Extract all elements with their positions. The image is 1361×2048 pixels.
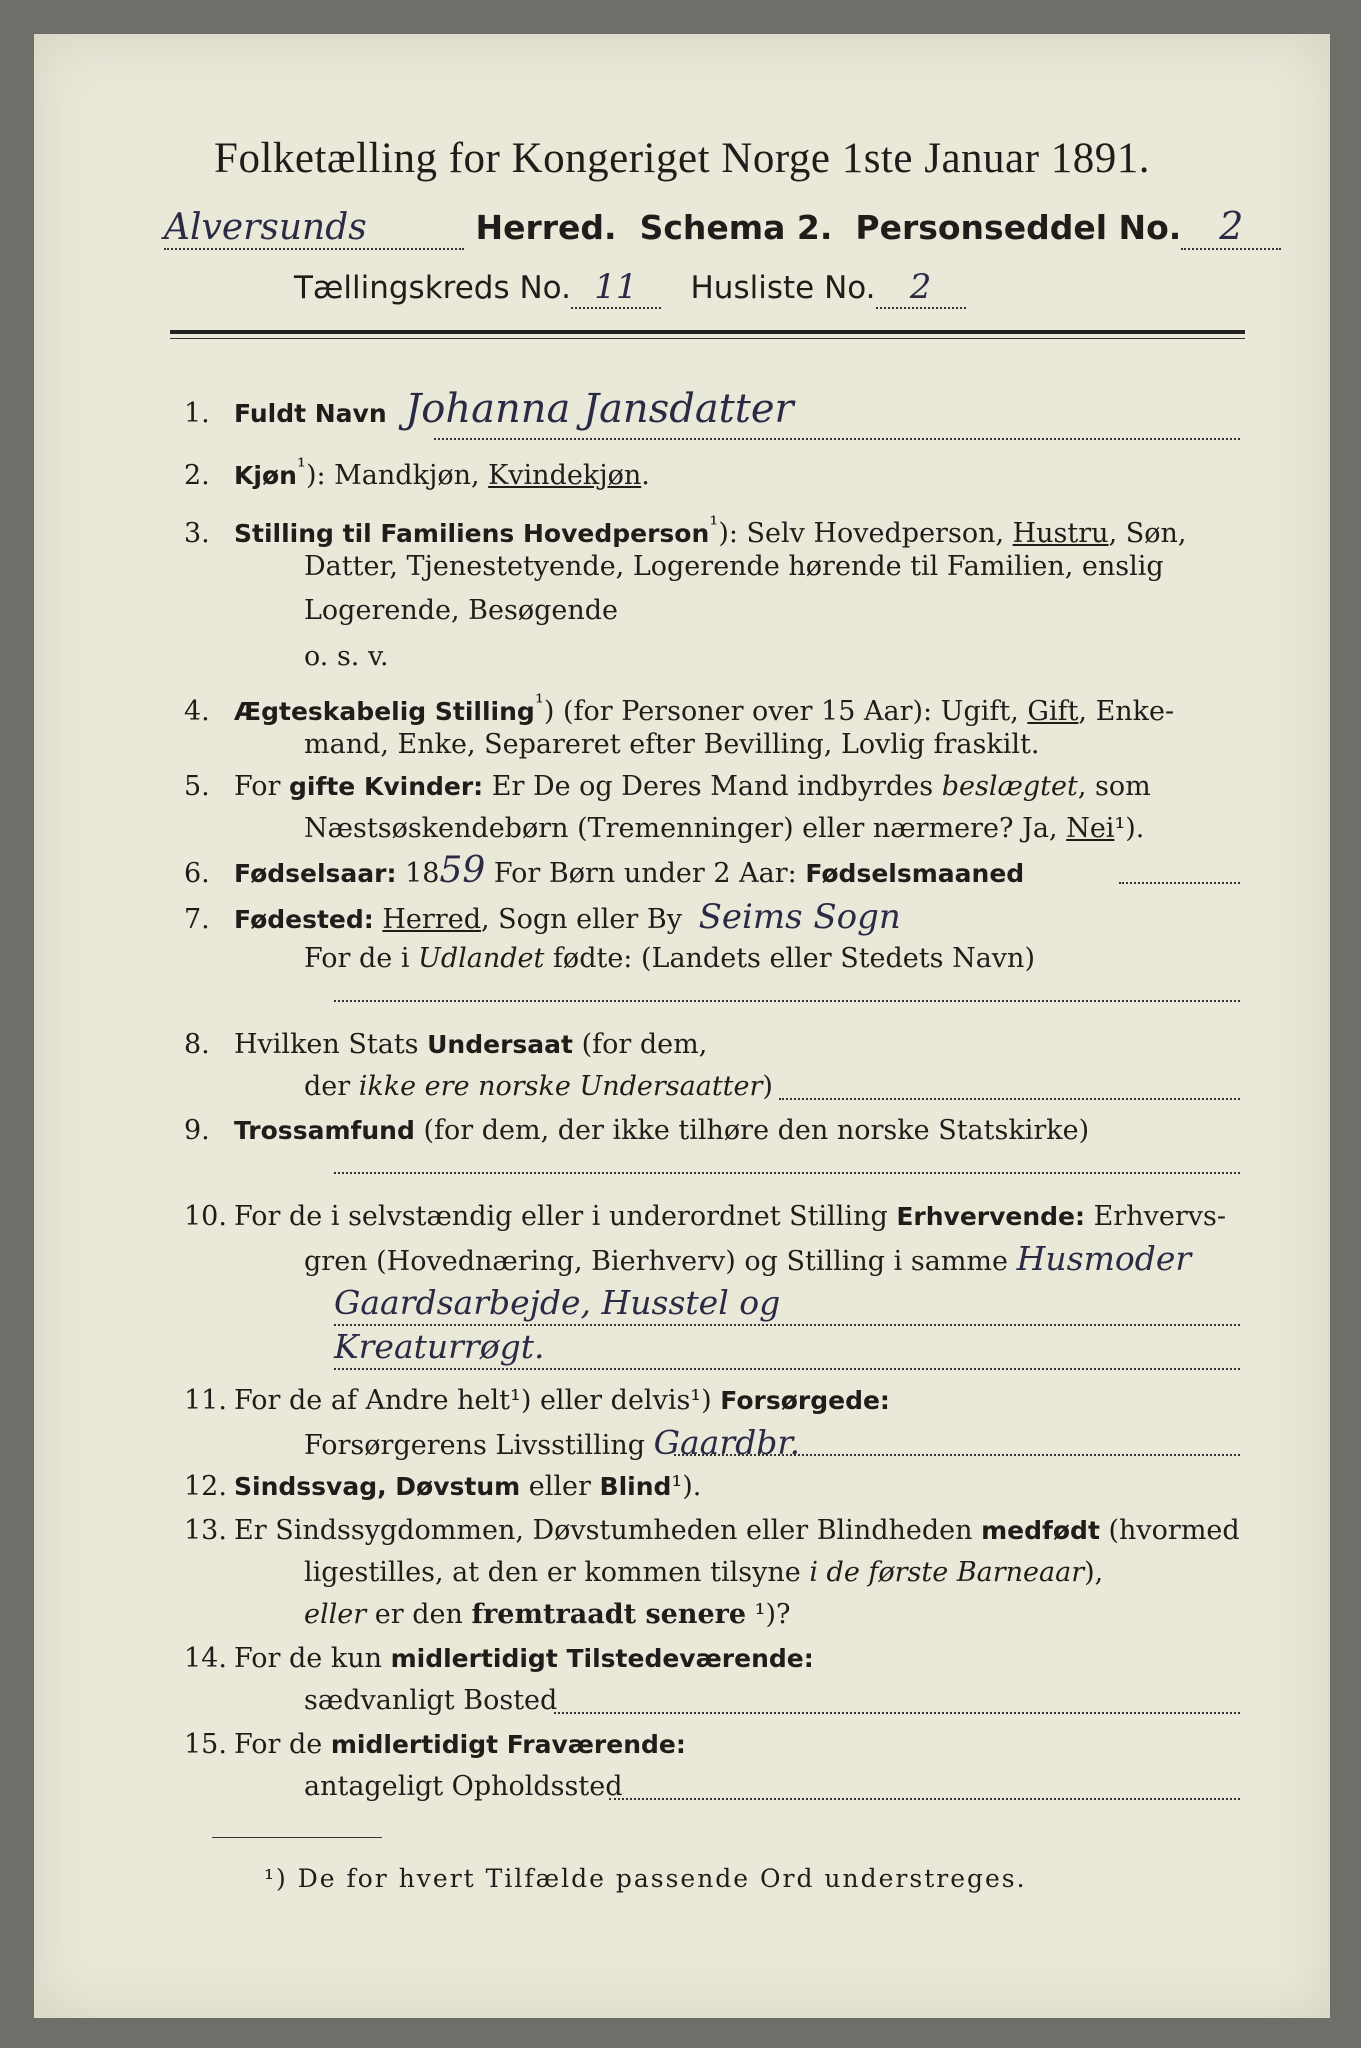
item-label: Undersaat	[427, 1030, 573, 1059]
item-continuation: sædvanligt Bosted	[304, 1685, 558, 1716]
item-label: medfødt	[981, 1516, 1100, 1545]
item-sup: ¹	[709, 512, 719, 538]
item-7	[184, 896, 901, 941]
item-text: For	[234, 771, 290, 802]
item-label: Stilling til Familiens Hovedperson	[234, 519, 710, 548]
item-label: Fuldt Navn	[234, 399, 387, 428]
item-2	[184, 446, 650, 497]
footnote-rule	[212, 1837, 382, 1838]
husliste-value: 2	[876, 267, 966, 309]
item-text: Er De og Deres Mand indbyrdes	[483, 771, 942, 802]
item-number: 14.	[184, 1643, 227, 1674]
item-12	[184, 1466, 701, 1508]
item-continuation	[304, 1066, 773, 1108]
item-10	[184, 1196, 1226, 1238]
item-text: er den	[366, 1599, 472, 1630]
item-9	[184, 1110, 1089, 1152]
dotted-line	[334, 1172, 1240, 1174]
item-text: (for dem,	[572, 1029, 708, 1060]
kreds-value: 11	[571, 267, 661, 309]
item-text: For de i	[304, 943, 419, 974]
dotted-line	[554, 1712, 1240, 1714]
item-text: ): Selv Hovedperson,	[718, 518, 1013, 549]
occupation-value-2: Gaardsarbejde, Husstel og	[334, 1283, 781, 1322]
item-label: Blind	[599, 1472, 672, 1501]
item-6	[184, 850, 1024, 895]
item-italic: i de første Barneaar	[809, 1557, 1085, 1588]
item-number: 12.	[184, 1471, 227, 1502]
item-text: ¹)?	[746, 1599, 791, 1630]
census-form	[34, 34, 1330, 2018]
item-label: Sindssvag, Døvstum	[234, 1472, 521, 1501]
birthplace-value: Seims Sogn	[698, 897, 901, 937]
item-number: 15.	[184, 1729, 227, 1760]
item-text: Næstsøskendebørn (Tremenninger) eller nærmere? Ja,	[304, 813, 1067, 844]
item-continuation	[334, 1326, 544, 1371]
item-continuation	[304, 1552, 1103, 1594]
item-text: ),	[1084, 1557, 1104, 1588]
item-continuation: mand, Enke, Separeret efter Bevilling, Lovlig fraskilt.	[304, 729, 1040, 760]
item-continuation	[304, 1238, 1191, 1283]
item-sup: ¹	[534, 690, 544, 716]
item-text: , Enke-	[1078, 696, 1175, 727]
underlined-option: Herred	[382, 904, 481, 935]
item-text: )	[762, 1071, 773, 1102]
personseddel-value: 2	[1181, 204, 1281, 250]
underlined-option: Gift	[1027, 696, 1079, 727]
herred-line	[164, 204, 1281, 250]
item-label: Ægteskabelig Stilling	[234, 697, 535, 726]
item-15	[184, 1724, 686, 1766]
item-text: Er Sindssygdommen, Døvstumheden eller Blindheden	[234, 1515, 982, 1546]
item-number: 5.	[184, 771, 210, 802]
item-sup: ¹	[296, 454, 306, 480]
full-name-value: Johanna Jansdatter	[405, 386, 794, 432]
form-title: Folketælling for Kongeriget Norge 1ste Januar 1891.	[214, 135, 1150, 182]
dotted-line	[434, 438, 1240, 440]
item-number: 8.	[184, 1029, 210, 1060]
item-label: Trossamfund	[234, 1116, 415, 1145]
dotted-line	[609, 1798, 1240, 1800]
item-label: fremtraadt senere	[471, 1599, 747, 1630]
item-continuation: Datter, Tjenestetyende, Logerende hørende til Familien, enslig	[304, 551, 1164, 582]
item-continuation: antageligt Opholdssted	[304, 1771, 623, 1802]
item-label: Fødselsmaaned	[805, 859, 1025, 888]
item-text: Hvilken Stats	[234, 1029, 428, 1060]
item-text: ): Mandkjøn,	[305, 460, 489, 491]
item-text: eller	[520, 1471, 600, 1502]
item-text: ) (for Personer over 15 Aar): Ugift,	[543, 696, 1028, 727]
item-text: ¹).	[671, 1471, 702, 1502]
item-label: Fødselsaar:	[234, 859, 397, 888]
item-13	[184, 1510, 1240, 1552]
item-number: 11.	[184, 1385, 227, 1416]
item-label: midlertidigt Fraværende:	[330, 1730, 686, 1759]
occupation-value-1: Husmoder	[1016, 1239, 1192, 1278]
item-text: fødte: (Landets eller Stedets Navn)	[544, 943, 1035, 974]
item-label: Kjøn	[234, 461, 297, 490]
dotted-line	[779, 1098, 1240, 1100]
item-5	[184, 766, 1151, 808]
item-label: Forsørgede:	[720, 1386, 890, 1415]
item-italic: eller	[304, 1599, 367, 1630]
item-text: gren (Hovednæring, Bierhverv) og Stilling i samme	[304, 1246, 1009, 1277]
item-label: Erhvervende:	[896, 1202, 1086, 1231]
herred-label: Herred.	[475, 208, 617, 247]
kreds-label: Tællingskreds No.	[294, 270, 571, 306]
item-text: (hvormed	[1099, 1515, 1240, 1546]
item-number: 10.	[184, 1201, 227, 1232]
item-text: Erhvervs-	[1085, 1201, 1226, 1232]
item-text: For de i selvstændig eller i underordnet Stilling	[234, 1201, 897, 1232]
underlined-option: Kvindekjøn	[488, 460, 642, 491]
occupation-value-3: Kreaturrøgt.	[334, 1327, 545, 1366]
kreds-line	[294, 267, 966, 309]
item-text: ligestilles, at den er kommen tilsyne	[304, 1557, 810, 1588]
header-rule-thin	[170, 338, 1245, 339]
item-11	[184, 1380, 890, 1422]
header-rule	[170, 330, 1245, 334]
underlined-option: Hustru	[1012, 518, 1109, 549]
dotted-line	[674, 1454, 1240, 1456]
item-number: 2.	[184, 460, 210, 491]
item-number: 9.	[184, 1115, 210, 1146]
item-1	[184, 388, 794, 435]
provider-value: Gaardbr.	[653, 1423, 800, 1462]
item-text: For de kun	[234, 1643, 391, 1674]
item-number: 6.	[184, 858, 210, 889]
item-14	[184, 1638, 814, 1680]
schema-label: Schema 2.	[639, 208, 833, 247]
item-text: For de af Andre helt¹) eller delvis¹)	[234, 1385, 721, 1416]
husliste-label: Husliste No.	[690, 270, 876, 306]
item-label: Fødested:	[234, 905, 374, 934]
birth-year-value: 59	[439, 850, 486, 891]
item-continuation: Logerende, Besøgende	[304, 595, 618, 626]
item-text: , Søn,	[1108, 518, 1187, 549]
item-label: gifte Kvinder:	[289, 772, 484, 801]
item-number: 3.	[184, 518, 210, 549]
item-continuation	[304, 1422, 800, 1467]
item-8	[184, 1024, 707, 1066]
dotted-line	[334, 1000, 1240, 1002]
item-text: der	[304, 1071, 359, 1102]
item-number: 1.	[184, 398, 210, 429]
item-continuation	[304, 938, 1035, 980]
footnote: ¹) De for hvert Tilfælde passende Ord understreges.	[264, 1864, 1027, 1893]
item-text: For de	[234, 1729, 331, 1760]
item-continuation	[334, 1282, 780, 1327]
item-text: .	[641, 460, 650, 491]
item-italic: beslægtet	[941, 771, 1078, 802]
item-number: 4.	[184, 696, 210, 727]
item-continuation: o. s. v.	[304, 641, 389, 672]
item-text: For Børn under 2 Aar:	[485, 858, 806, 889]
herred-value: Alversunds	[164, 207, 464, 250]
item-text: , Sogn eller By	[480, 904, 682, 935]
item-italic: ikke ere norske Undersaatter	[358, 1071, 763, 1102]
item-text: 18	[396, 858, 440, 889]
item-text: , som	[1077, 771, 1151, 802]
item-number: 7.	[184, 904, 210, 935]
dotted-line	[1119, 882, 1240, 884]
item-text: (for dem, der ikke tilhøre den norske Statskirke)	[414, 1115, 1090, 1146]
item-number: 13.	[184, 1515, 227, 1546]
item-text: Forsørgerens Livsstilling	[304, 1430, 646, 1461]
item-label: midlertidigt Tilstedeværende:	[390, 1644, 814, 1673]
item-continuation	[304, 808, 1144, 850]
item-italic: Udlandet	[418, 943, 545, 974]
item-continuation	[304, 1594, 790, 1636]
personseddel-label: Personseddel No.	[855, 208, 1182, 247]
underlined-option: Nei	[1066, 813, 1115, 844]
dotted-line	[334, 1368, 1240, 1370]
item-text: ¹).	[1114, 813, 1145, 844]
